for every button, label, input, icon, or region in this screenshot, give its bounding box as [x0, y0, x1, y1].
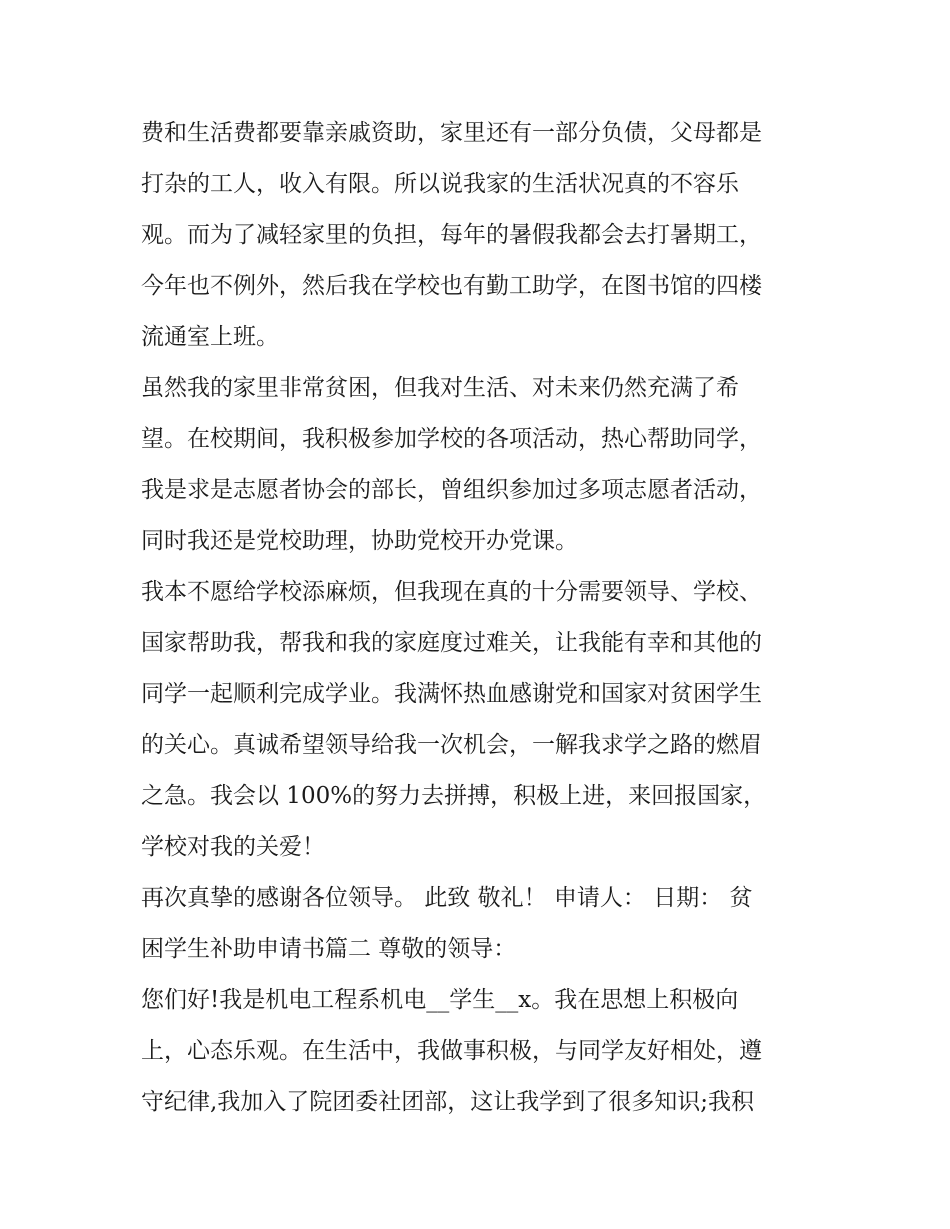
text-line: 流通室上班。: [141, 324, 279, 350]
text-line: 打杂的工人，收入有限。所以说我家的生活状况真的不容乐: [141, 171, 739, 197]
text-line: 我本不愿给学校添麻烦，但我现在真的十分需要领导、学校、: [141, 579, 762, 605]
text-line: 您们好!我是机电工程系机电__学生__x。我在思想上积极向: [141, 987, 739, 1013]
text-line: 同学一起顺利完成学业。我满怀热血感谢党和国家对贫困学生: [141, 681, 762, 707]
text-line: 费和生活费都要靠亲戚资助，家里还有一部分负债，父母都是: [141, 120, 762, 146]
text-line: 望。在校期间，我积极参加学校的各项活动，热心帮助同学，: [141, 426, 762, 452]
document-body: [141, 108, 821, 1128]
text-line: 我是求是志愿者协会的部长，曾组织参加过多项志愿者活动，: [141, 477, 762, 503]
text-line: 之急。我会以 100%的努力去拼搏，积极上进，来回报国家，: [141, 783, 767, 809]
text-line: 今年也不例外，然后我在学校也有勤工助学，在图书馆的四楼: [141, 273, 762, 299]
text-line: 困学生补助申请书篇二 尊敬的领导：: [141, 936, 517, 962]
text-line: 同时我还是党校助理，协助党校开办党课。: [141, 528, 578, 554]
text-line: 上，心态乐观。在生活中，我做事积极，与同学友好相处，遵: [141, 1038, 762, 1064]
text-line: 守纪律,我加入了院团委社团部，这让我学到了很多知识;我积: [141, 1089, 755, 1115]
text-line: 的关心。真诚希望领导给我一次机会，一解我求学之路的燃眉: [141, 732, 762, 758]
text-line: 虽然我的家里非常贫困，但我对生活、对未来仍然充满了希: [141, 375, 739, 401]
text-line: 国家帮助我，帮我和我的家庭度过难关，让我能有幸和其他的: [141, 630, 762, 656]
text-line: 观。而为了减轻家里的负担，每年的暑假我都会去打暑期工，: [141, 222, 762, 248]
text-line: 学校对我的关爱！: [141, 834, 325, 860]
text-line: 再次真挚的感谢各位领导。 此致 敬礼！ 申请人： 日期： 贫: [141, 885, 753, 911]
